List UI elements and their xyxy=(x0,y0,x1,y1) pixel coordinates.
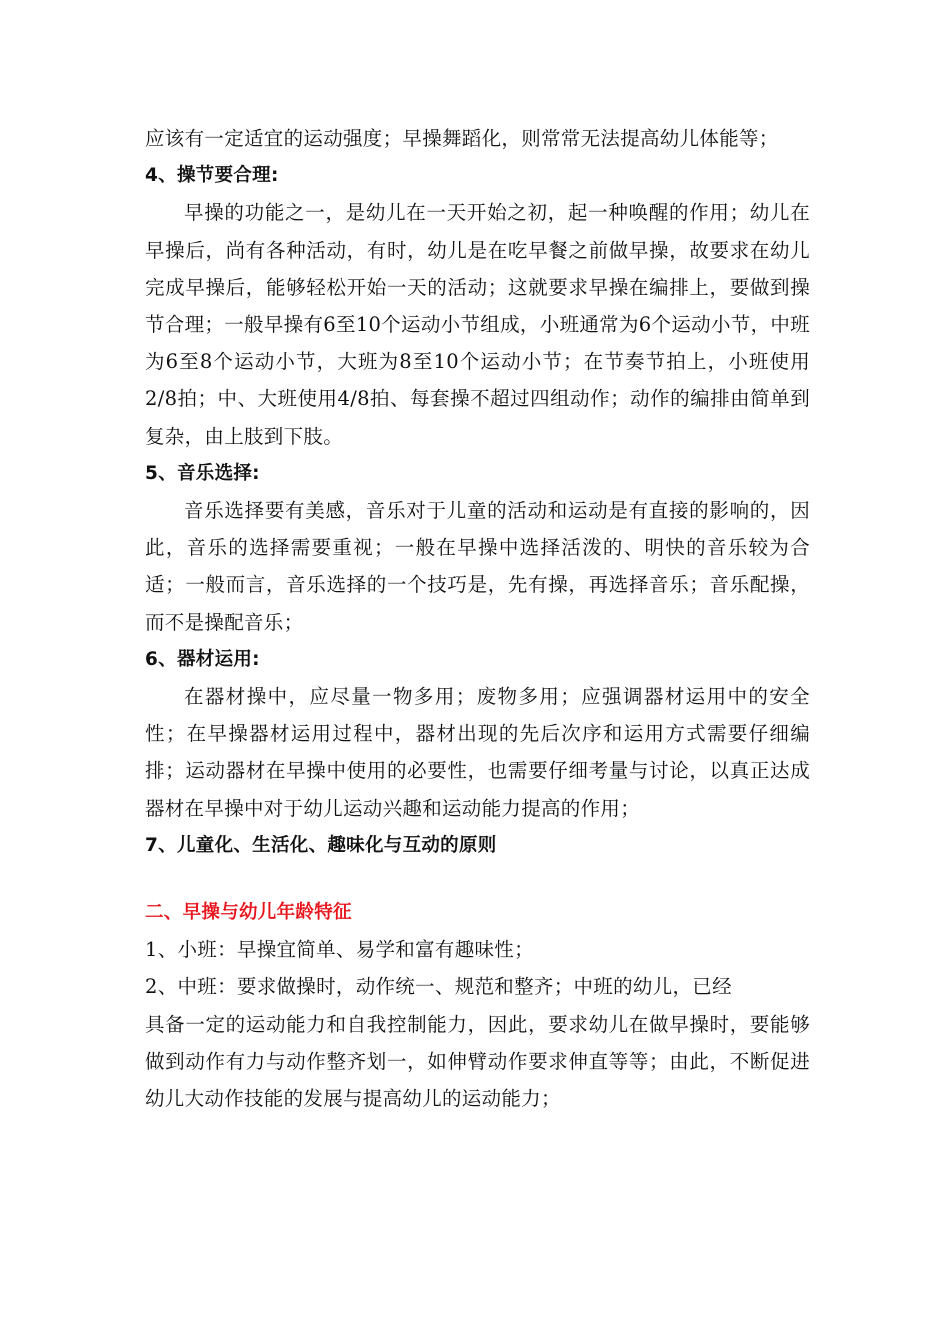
heading-5: 5、音乐选择: xyxy=(145,462,260,484)
heading-4: 4、操节要合理: xyxy=(145,165,279,187)
paragraph-4: 早操的功能之一，是幼儿在一天开始之初，起一种唤醒的作用；幼儿在早操后，尚有各种活动，有时，幼儿是在吃早餐之前做早操，故要求在幼儿完成早操后，能够轻松开始一天的活动；这就要求早操在编排上，要做到操节合理；一般早操有6至10个运动小节组成，小班通常为6个运动小节，中班为6至8个运动小节，大班为8至10个运动小节；在节奏节拍上，小班使用2/8拍；中、大班使用4/8拍、每套操不超过四组动作；动作的编排由简单到复杂，由上肢到下肢。 xyxy=(145,201,810,448)
section-2-item-1: 1、小班：早操宜简单、易学和富有趣味性； xyxy=(145,938,534,962)
document-body xyxy=(145,120,810,1117)
section-2-title: 二、早操与幼儿年龄特征 xyxy=(145,902,352,924)
section-gap xyxy=(145,864,810,894)
paragraph-5: 音乐选择要有美感，音乐对于儿童的活动和运动是有直接的影响的，因此，音乐的选择需要重视；一般在早操中选择活泼的、明快的音乐较为合适；一般而言，音乐选择的一个技巧是，先有操，再选择音乐；音乐配操，而不是操配音乐； xyxy=(145,499,810,634)
heading-7: 7、儿童化、生活化、趣味化与互动的原则 xyxy=(145,834,497,856)
paragraph-6: 在器材操中，应尽量一物多用；废物多用；应强调器材运用中的安全性；在早操器材运用过程中，器材出现的先后次序和运用方式需要仔细编排；运动器材在早操中使用的必要性，也需要仔细考量与讨论，以真正达成器材在早操中对于幼儿运动兴趣和运动能力提高的作用； xyxy=(145,685,810,820)
heading-6: 6、器材运用: xyxy=(145,648,260,670)
section-2-item-2-line-1: 2、中班：要求做操时，动作统一、规范和整齐；中班的幼儿，已经 xyxy=(145,975,732,999)
section-2-item-2-continuation: 具备一定的运动能力和自我控制能力，因此，要求幼儿在做早操时，要能够做到动作有力与动作整齐划一，如伸臂动作要求伸直等等；由此，不断促进幼儿大动作技能的发展与提高幼儿的运动能力； xyxy=(145,1012,810,1111)
paragraph-intro: 应该有一定适宜的运动强度；早操舞蹈化，则常常无法提高幼儿体能等； xyxy=(145,127,779,150)
